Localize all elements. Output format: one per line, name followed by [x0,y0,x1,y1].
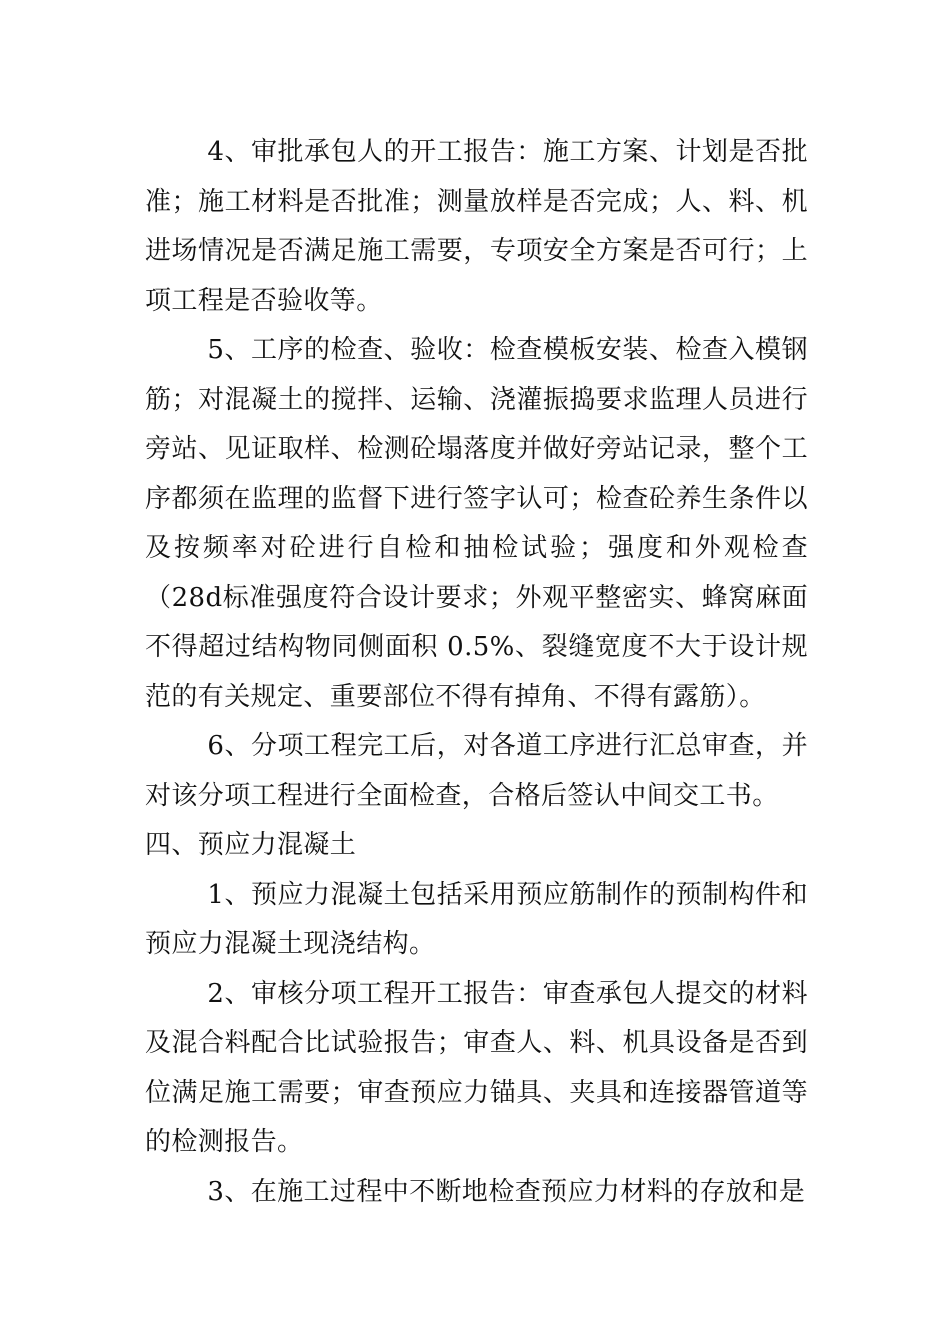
paragraph-item-5: 5、工序的检查、验收：检查模板安装、检查入模钢筋；对混凝土的搅拌、运输、浇灌振捣要求监理人员进行旁站、见证取样、检测砼塌落度并做好旁站记录，整个工序都须在监理的监督下进行签字认可；检查砼养生条件以及按频率对砼进行自检和抽检试验；强度和外观检查（28d标准强度符合设计要求；外观平整密实、蜂窝麻面不得超过结构物同侧面积 0.5%、裂缝宽度不大于设计规范的有关规定、重要部位不得有掉角、不得有露筋）。 [145,335,808,712]
section-paragraph-3: 3、在施工过程中不断地检查预应力材料的存放和是 [207,1176,806,1207]
paragraph-item-4: 4、审批承包人的开工报告：施工方案、计划是否批准；施工材料是否批准；测量放样是否完成；人、料、机进场情况是否满足施工需要，专项安全方案是否可行；上项工程是否验收等。 [145,137,808,316]
paragraph-item-6: 6、分项工程完工后，对各道工序进行汇总审查，并对该分项工程进行全面检查，合格后签认中间交工书。 [145,731,808,811]
document-body [145,128,808,1217]
section-heading: 四、预应力混凝土 [145,830,357,860]
section-paragraph-1: 1、预应力混凝土包括采用预应筋制作的预制构件和预应力混凝土现浇结构。 [145,879,808,959]
section-paragraph-2: 2、审核分项工程开工报告：审查承包人提交的材料及混合料配合比试验报告；审查人、料、机具设备是否到位满足施工需要；审查预应力锚具、夹具和连接器管道等的检测报告。 [145,978,808,1157]
